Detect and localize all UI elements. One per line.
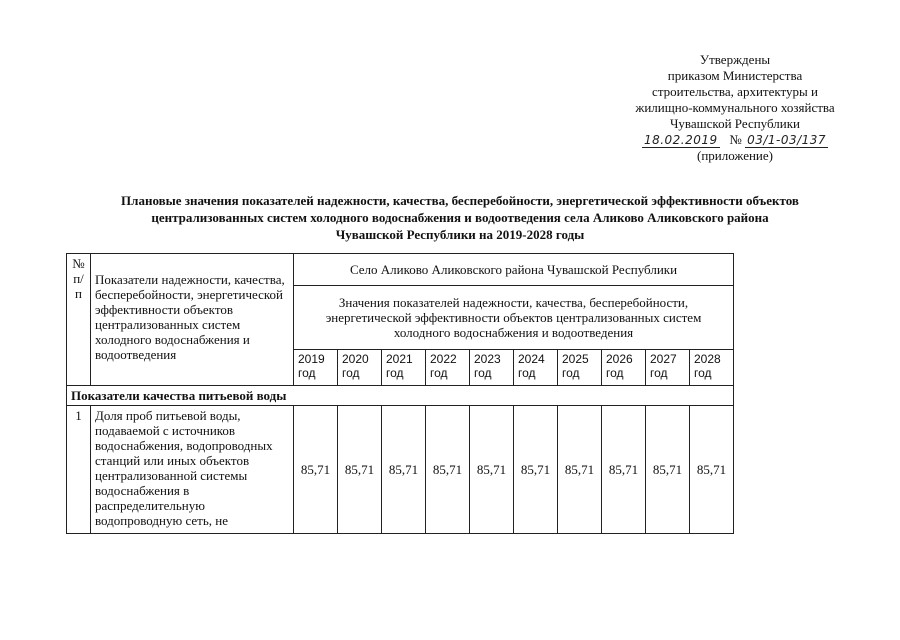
row-number: 1 <box>67 406 91 534</box>
num-header: № п/п <box>67 254 91 386</box>
order-date: 18.02.2019 <box>643 133 718 147</box>
approval-line: Утверждены <box>699 52 771 67</box>
order-number: 03/1-03/137 <box>747 133 827 147</box>
order-date-number <box>600 132 870 148</box>
year-header: 2024 год <box>514 350 558 386</box>
year-header: 2022 год <box>426 350 470 386</box>
year-header: 2021 год <box>382 350 426 386</box>
year-header: 2027 год <box>646 350 690 386</box>
approval-block <box>600 52 870 164</box>
year-header: 2019 год <box>294 350 338 386</box>
row-value: 85,71 <box>338 406 382 534</box>
row-value: 85,71 <box>514 406 558 534</box>
row-value: 85,71 <box>690 406 734 534</box>
row-value: 85,71 <box>558 406 602 534</box>
row-value: 85,71 <box>646 406 690 534</box>
row-value: 85,71 <box>426 406 470 534</box>
approval-note: (приложение) <box>696 148 773 163</box>
table-row <box>67 406 734 534</box>
title-line: централизованных систем холодного водоснабжения и водоотведения села Аликово Аликовского района <box>151 210 769 225</box>
values-header: Значения показателей надежности, качества, бесперебойности, энергетической эффективности объектов централизованных систем холодного водоснабжения и водоотведения <box>294 286 734 350</box>
year-header: 2025 год <box>558 350 602 386</box>
indicators-table <box>66 253 734 534</box>
row-value: 85,71 <box>602 406 646 534</box>
area-header: Село Аликово Аликовского района Чувашской Республики <box>294 254 734 286</box>
document-title <box>80 192 840 243</box>
year-header: 2020 год <box>338 350 382 386</box>
section-heading: Показатели качества питьевой воды <box>67 386 734 406</box>
approval-line: приказом Министерства <box>667 68 803 83</box>
title-line: Плановые значения показателей надежности, качества, бесперебойности, энергетической эффективности объектов <box>121 193 799 208</box>
approval-line: жилищно-коммунального хозяйства <box>635 100 835 115</box>
row-value: 85,71 <box>470 406 514 534</box>
approval-line: строительства, архитектуры и <box>652 84 818 99</box>
year-header: 2028 год <box>690 350 734 386</box>
row-value: 85,71 <box>294 406 338 534</box>
year-header: 2026 год <box>602 350 646 386</box>
order-number-label: № <box>729 132 742 147</box>
row-indicator-text: Доля проб питьевой воды, подаваемой с источников водоснабжения, водопроводных станций или иных объектов централизованной системы водоснабжения в распределительную водопроводную сеть, не <box>91 406 294 534</box>
title-line: Чувашской Республики на 2019-2028 годы <box>335 227 585 242</box>
approval-line: Чувашской Республики <box>669 116 801 131</box>
row-value: 85,71 <box>382 406 426 534</box>
indicators-header: Показатели надежности, качества, бесперебойности, энергетической эффективности объектов централизованных систем холодного водоснабжения и водоотведения <box>91 254 294 386</box>
year-header: 2023 год <box>470 350 514 386</box>
